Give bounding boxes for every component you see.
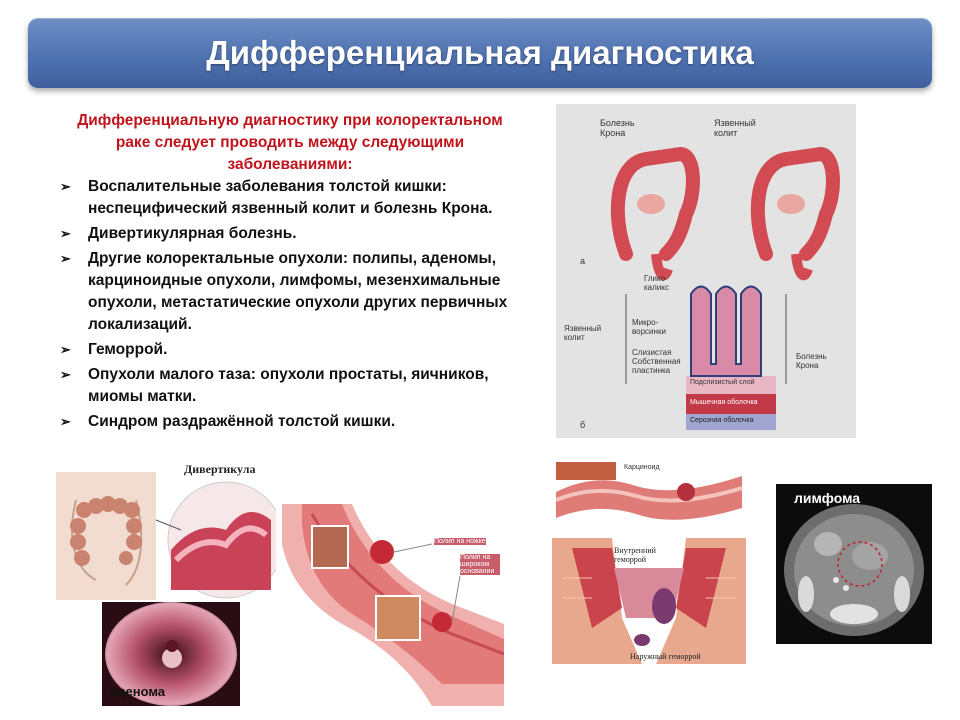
internal-hemorrhoid-label: Внутренний геморрой <box>614 546 656 564</box>
list-item: ➢ Геморрой. <box>60 339 530 361</box>
arrow-bullet-icon: ➢ <box>60 226 71 241</box>
list-item: ➢ Дивертикулярная болезнь. <box>60 223 530 245</box>
carcinoid-illustration <box>556 462 742 528</box>
glycocalyx-label: Глико-каликс <box>644 274 669 292</box>
intro-text: Дифференциальную диагностику при колоректальном раке следует проводить между следующими заболеваниями: <box>77 112 503 173</box>
arrow-bullet-icon: ➢ <box>60 251 71 266</box>
crohn-wall-label: Болезнь Крона <box>796 352 827 370</box>
arrow-bullet-icon: ➢ <box>60 414 71 429</box>
serosa-layer-label: Серозная оболочка <box>690 417 754 424</box>
adenoma-endoscopy-image <box>102 602 240 706</box>
lymphoma-ct-image <box>776 484 932 644</box>
arrow-bullet-icon: ➢ <box>60 367 71 382</box>
crohn-colitis-illustration <box>556 104 856 438</box>
arrow-bullet-icon: ➢ <box>60 342 71 357</box>
crohn-label: Болезнь Крона <box>600 118 635 138</box>
uc-wall-label: Язвенный колит <box>564 324 602 342</box>
mucosa-label: Слизистая Собственная пластинка <box>632 348 681 375</box>
arrow-bullet-icon: ➢ <box>60 179 71 194</box>
list-item: ➢ Синдром раздражённой толстой кишки. <box>60 411 530 433</box>
lymphoma-label: лимфома <box>794 490 861 506</box>
uc-label: Язвенный колит <box>714 118 756 138</box>
adenoma-label: аденома <box>110 684 166 699</box>
list-item: ➢ Опухоли малого таза: опухоли простаты, яичников, миомы матки. <box>60 366 489 405</box>
figure-letter-b: б <box>580 420 586 430</box>
polyps-illustration <box>282 504 504 706</box>
external-hemorrhoid-label: Наружный геморрой <box>630 652 701 661</box>
diverticula-label: Дивертикула <box>184 462 256 476</box>
page-title: Дифференциальная диагностика <box>206 34 754 71</box>
microvilli-label: Микро-ворсинки <box>632 318 666 336</box>
diverticula-illustration <box>56 460 276 600</box>
list-item: ➢ Другие колоректальные опухоли: полипы, аденомы, карциноидные опухоли, лимфомы, мезенхимальные опухоли, метастатические опухоли других первичных локализаций. <box>60 250 508 333</box>
figure-letter-a: а <box>580 256 586 266</box>
title-bar <box>28 18 932 88</box>
carcinoid-label: Карциноид <box>624 464 660 471</box>
hemorrhoid-illustration <box>552 538 746 664</box>
list-item: ➢ Воспалительные заболевания толстой кишки: неспецифический язвенный колит и болезнь Крона. <box>60 178 493 217</box>
disease-list <box>60 176 530 436</box>
muscle-layer-label: Мышечная оболочка <box>690 399 758 406</box>
pedunculated-polyp-label: Полип на ножке <box>434 538 486 545</box>
sessile-polyp-label: Полип на широком основании <box>460 554 500 575</box>
submucosa-layer-label: Подслизистый слой <box>690 379 755 386</box>
